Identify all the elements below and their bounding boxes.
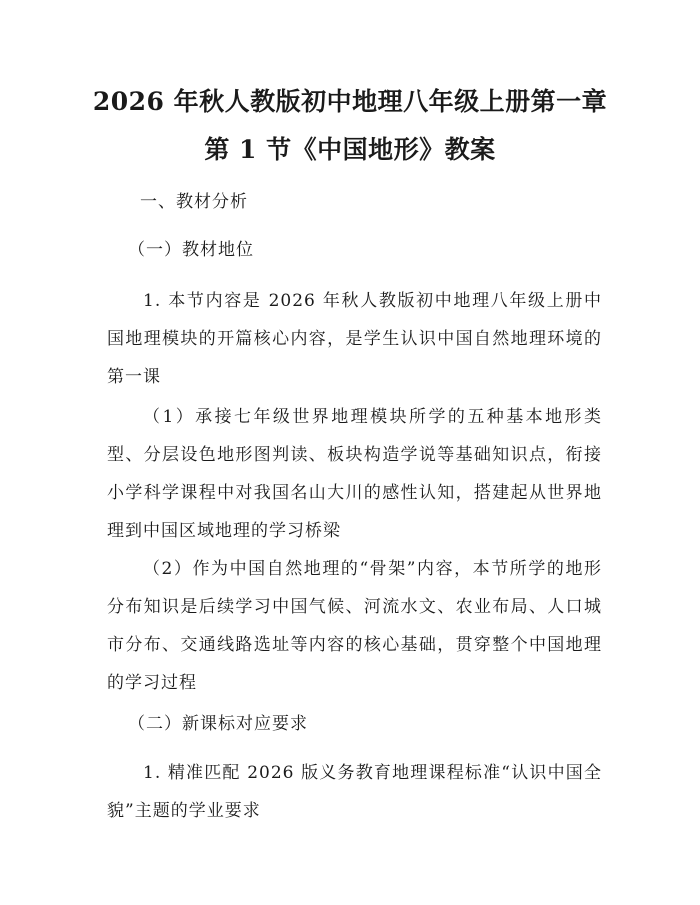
paragraph-item-1-1: （1）承接七年级世界地理模块所学的五种基本地形类型、分层设色地形图判读、板块构造学说等基础知识点，衔接小学科学课程中对我国名山大川的感性认知，搭建起从世界地理到中国区域地理的学习桥梁 — [107, 407, 602, 541]
subsection-heading-textbook-position: （一）教材地位 — [128, 240, 254, 260]
paragraph-item-2: 1. 精准匹配 2026 版义务教育地理课程标准“认识中国全貌”主题的学业要求 — [107, 763, 602, 821]
document-title-line-1: 2026 年秋人教版初中地理八年级上册第一章 — [92, 87, 608, 116]
document-title-line-2: 第 1 节《中国地形》教案 — [204, 135, 496, 164]
paragraph-item-1: 1. 本节内容是 2026 年秋人教版初中地理八年级上册中国地理模块的开篇核心内容，是学生认识中国自然地理环境的第一课 — [107, 291, 602, 387]
section-heading-textbook-analysis: 一、教材分析 — [140, 192, 248, 212]
subsection-heading-curriculum-requirements: （二）新课标对应要求 — [128, 714, 308, 734]
paragraph-item-1-2: （2）作为中国自然地理的“骨架”内容，本节所学的地形分布知识是后续学习中国气候、河流水文、农业布局、人口城市分布、交通线路选址等内容的核心基础，贯穿整个中国地理的学习过程 — [107, 559, 602, 693]
